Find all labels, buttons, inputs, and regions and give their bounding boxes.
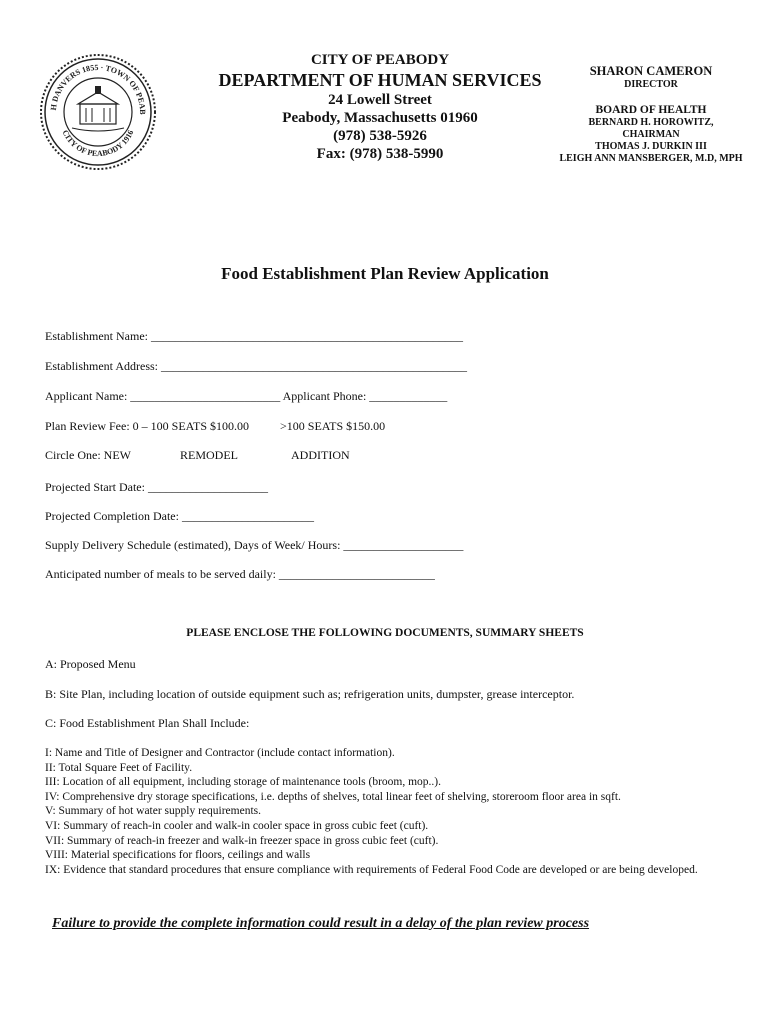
document-item-c: C: Food Establishment Plan Shall Include: xyxy=(45,716,250,730)
officials-block xyxy=(548,64,754,165)
documents-heading: PLEASE ENCLOSE THE FOLLOWING DOCUMENTS, SUMMARY SHEETS xyxy=(186,627,584,639)
fax-number: Fax: (978) 538-5990 xyxy=(316,146,444,162)
plan-fee-large: >100 SEATS $150.00 xyxy=(280,419,386,433)
document-item-b: B: Site Plan, including location of outside equipment such as; refrigeration units, dumpster, grease interceptor. xyxy=(45,687,575,701)
footer-warning: Failure to provide the complete information could result in a delay of the plan review process xyxy=(52,916,590,931)
phone-number: (978) 538-5926 xyxy=(333,128,427,144)
plan-requirements-list xyxy=(45,746,725,877)
meals-field: Anticipated number of meals to be served daily: __________________________ xyxy=(45,567,435,581)
plan-fee-small: Plan Review Fee: 0 – 100 SEATS $100.00 xyxy=(45,419,249,433)
list-item: VII: Summary of reach-in freezer and walk-in freezer space in gross cubic feet (cuft). xyxy=(45,834,439,847)
director-title: DIRECTOR xyxy=(624,79,678,90)
department-name: DEPARTMENT OF HUMAN SERVICES xyxy=(218,70,542,90)
list-item: I: Name and Title of Designer and Contractor (include contact information). xyxy=(45,747,395,759)
list-item: IV: Comprehensive dry storage specifications, i.e. depths of shelves, total linear feet of shelving, storeroom floor area in sqft. xyxy=(45,790,621,803)
city-state: Peabody, Massachusetts 01960 xyxy=(282,110,478,126)
supply-schedule-field: Supply Delivery Schedule (estimated), Days of Week/ Hours: ____________________ xyxy=(45,538,464,552)
circle-one-new: Circle One: NEW xyxy=(45,448,131,462)
list-item: III: Location of all equipment, including storage of maintenance tools (broom, mop..). xyxy=(45,776,442,789)
city-name: CITY OF PEABODY xyxy=(310,52,450,68)
svg-text:SOUTH DANVERS 1855 · TOWN OF P: H DANVERS 1855 · TOWN OF PEAB xyxy=(48,62,148,115)
board-member-2: THOMAS J. DURKIN III xyxy=(595,141,707,152)
list-item: V: Summary of hot water supply requirements. xyxy=(45,805,262,818)
department-header xyxy=(200,52,560,163)
establishment-name-field: Establishment Name: ____________________________________________________ xyxy=(45,329,463,343)
city-seal-icon xyxy=(38,52,158,172)
board-of-health: BOARD OF HEALTH xyxy=(595,104,707,116)
document-item-a: A: Proposed Menu xyxy=(45,657,136,671)
board-member-1: BERNARD H. HOROWITZ, xyxy=(588,117,714,128)
list-item: II: Total Square Feet of Facility. xyxy=(45,761,193,774)
board-member-1-title: CHAIRMAN xyxy=(622,129,680,140)
completion-date-field: Projected Completion Date: ______________________ xyxy=(45,509,314,523)
director-name: SHARON CAMERON xyxy=(589,64,713,78)
circle-one-addition: ADDITION xyxy=(291,448,350,462)
list-item: VI: Summary of reach-in cooler and walk-in cooler space in gross cubic feet (cuft). xyxy=(45,819,429,832)
list-item: IX: Evidence that standard procedures that ensure compliance with requirements of Federal Food Code are developed or are being developed. xyxy=(45,863,698,876)
list-item: VIII: Material specifications for floors, ceilings and walls xyxy=(45,849,311,862)
page-title: Food Establishment Plan Review Application xyxy=(221,264,549,283)
svg-text:CITY OF PEABODY 1916: CITY OF PEABODY 1916 xyxy=(60,128,136,159)
board-member-3: LEIGH ANN MANSBERGER, M.D, MPH xyxy=(559,153,743,164)
street-address: 24 Lowell Street xyxy=(328,92,432,108)
city-seal xyxy=(38,52,158,172)
circle-one-remodel: REMODEL xyxy=(180,448,238,462)
applicant-field: Applicant Name: _________________________ Applicant Phone: _____________ xyxy=(45,389,448,403)
start-date-field: Projected Start Date: ____________________ xyxy=(45,480,268,494)
establishment-address-field: Establishment Address: ___________________________________________________ xyxy=(45,359,467,373)
